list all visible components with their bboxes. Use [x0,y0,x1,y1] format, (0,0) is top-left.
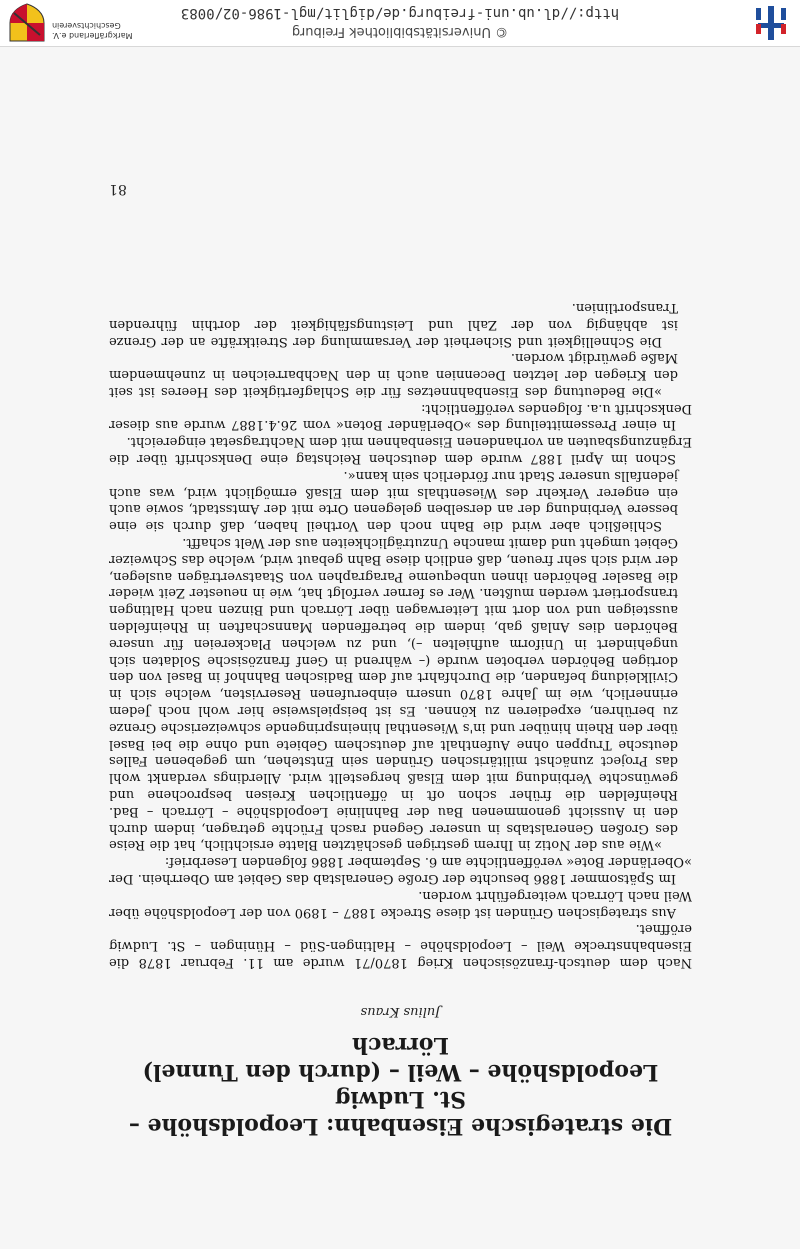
society-shield-icon [8,3,46,43]
page-number: 81 [109,181,127,197]
society-name [52,20,133,40]
paragraph: Im Spätsommer 1886 besuchte der Große Generalstab das Gebiet am Oberrhein. Der »Oberländer Bote« veröffentlichte am 6. September 1886 folgenden Leserbrief: [109,854,692,887]
footer-bar [0,0,800,47]
copyright-text: © Universitätsbibliothek Freiburg [291,24,509,39]
body-text [109,298,692,970]
quote-paragraph: Die Schnelligkeit und Sicherheit der Versammlung der Streitkräfte an der Grenze ist abhängig von der Zahl und Leistungsfähigkeit der dorthin führenden Transportlinien. [109,299,678,349]
paragraph: In einer Pressemitteilung des »Oberländer Boten« vom 26.4.1887 wurde aus dieser Denkschrift u.a. folgendes veröffentlicht: [109,400,692,433]
paragraph: Nach dem deutsch-französischen Krieg 1870/71 wurde am 11. Februar 1878 die Eisenbahnstrecke Weil – Leopoldshöhe – Haltingen-Süd – Hüningen – St. Ludwig eröffnet. [109,921,692,970]
top-strip [0,1249,800,1259]
quote-paragraph: »Wie aus der Notiz in Ihrem gestrigen geschätzten Blatte ersichtlich, hat die Reise des Großen Generalstabs in unserer Gegend rasch Früchte getragen, indem durch den in Aussicht genommenen Bau der Bahnlinie Leopoldshöhe – Lörrach – Bad. Rheinfelden die früher schon oft in öffentlichen Kreisen besprochene und gewünschte Verbindung mit dem Elsaß hergestellt wird. Allerdings verdankt wohl das Project zunächst militärischen Gründen sein Entstehen, um gegebenen Falles deutsche Truppen ohne Aufenthalt auf deutschem Gebiete und ohne die bei Basel über den Rhein hinüber und in's Wiesenthal hineinspringende schweizerische Grenze zu berühren, expedieren zu können. Es ist beispielsweise hier wohl noch Jedem erinnerlich, wie im Jahre 1870 unsern einberufenen Reservisten, welche sich in Civilkleidung befanden, die Durchfahrt auf dem Badischen Bahnhof in Basel von den dortigen Behörden verboten wurde (– während in Genf französische Soldaten sich ungehindert in Uniform aufhielten –), und zu welchen Plackereien für unsere Behörden dies Anlaß gab, indem die betreffenden Mannschaften in Rheinfelden aussteigen und von dort mit Leiterwagen über Lörrach und Binzen nach Haltingen transportiert werden mußten. Wer es ferner verfolgt hat, wie in neuester Zeit wieder die Baseler Behörden ihnen unbequeme Paragraphen von Staatsverträgen auslegen, der wird sich sehr freuen, daß endlich diese Bahn gebaut wird, welche das Schweizer Gebiet umgeht und damit manche Unzuträglichkeiten aus der Welt schafft. [109,535,678,853]
society-line-2: Geschichtsverein [52,21,121,30]
title-line-2: Leopoldshöhe – Weil – (durch den Tunnel) Lörrach [142,1032,659,1085]
page-title [109,1031,692,1139]
society-line-1: Markgräflerland e.V. [52,31,133,40]
paragraph: Aus strategischen Gründen ist diese Strecke 1887 – 1890 von der Leopoldshöhe über Weil nach Lörrach weitergeführt worden. [109,887,692,920]
document-url[interactable]: http://dl.ub.uni-freiburg.de/diglit/mgl-1986-02/0083 [180,5,620,21]
quote-paragraph: »Die Bedeutung des Eisenbahnnetzes für die Schlagfertigkeit des Heeres ist seit den Kriegen der letzten Decennien auch in den Nachbarreichen in zunehmendem Maße gewürdigt worden. [109,350,678,399]
page-content [109,298,692,1139]
paragraph: Schon im April 1887 wurde dem deutschen Reichstag eine Denkschrift über die Ergänzungsbauten an vorhandenen Eisenbahnen mit dem Nachtragsetat eingereicht. [109,434,692,467]
title-line-1: Die strategische Eisenbahn: Leopoldshöhe – St. Ludwig [128,1086,673,1139]
quote-paragraph: Schließlich aber wird die Bahn noch den Vortheil haben, daß durch sie eine bessere Verbindung der an derselben gelegenen Orte mit der Amtsstadt, sowie auch ein engerer Verkehr des Wiesenthals mit dem Elsaß ermöglicht wird, was auch jedenfalls unserer Stadt nur förderlich sein kann«. [109,467,678,534]
author-name: Julius Kraus [360,1004,441,1019]
